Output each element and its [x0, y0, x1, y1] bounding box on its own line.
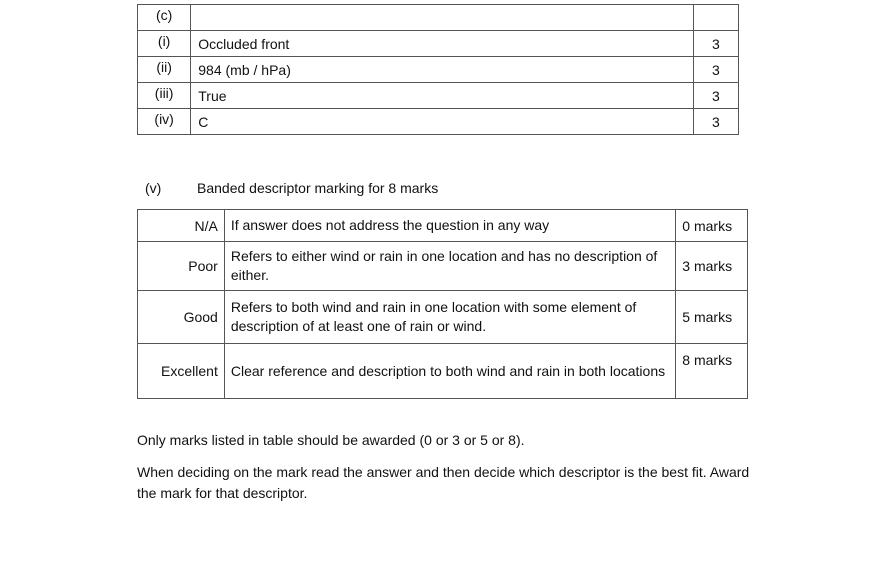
table-row — [138, 83, 739, 109]
marking-note: Only marks listed in table should be awarded (0 or 3 or 5 or 8). — [137, 432, 525, 448]
question-label: (iv) — [138, 109, 191, 135]
question-label: (ii) — [138, 57, 191, 83]
descriptor-cell: Refers to both wind and rain in one location with some element of description of at least one of rain or wind. — [224, 291, 675, 344]
marks-cell: 3 — [693, 31, 738, 57]
marks-cell: 3 marks — [676, 242, 748, 291]
marking-instruction: When deciding on the mark read the answer and then decide which descriptor is the best fit. Award the mark for that descriptor. — [137, 464, 750, 501]
table-row — [138, 31, 739, 57]
marks-cell: 5 marks — [676, 291, 748, 344]
table-row — [138, 109, 739, 135]
descriptor-cell: If answer does not address the question in any way — [224, 210, 675, 242]
answer-cell: Occluded front — [191, 31, 694, 57]
table-row — [138, 242, 748, 291]
level-cell: Poor — [138, 242, 225, 291]
answer-table-c — [137, 4, 739, 135]
answer-cell: True — [191, 83, 694, 109]
marks-cell: 3 — [693, 109, 738, 135]
descriptor-cell: Refers to either wind or rain in one location and has no description of either. — [224, 242, 675, 291]
answer-cell — [191, 5, 694, 31]
marks-cell: 3 — [693, 83, 738, 109]
question-label: (i) — [138, 31, 191, 57]
marks-cell: 8 marks — [676, 344, 748, 399]
question-label: (c) — [138, 5, 191, 31]
answer-cell: 984 (mb / hPa) — [191, 57, 694, 83]
question-v-title: Banded descriptor marking for 8 marks — [197, 180, 439, 196]
question-label: (iii) — [138, 83, 191, 109]
marks-cell — [693, 5, 738, 31]
level-cell: Good — [138, 291, 225, 344]
table-row — [138, 291, 748, 344]
descriptor-cell: Clear reference and description to both wind and rain in both locations — [224, 344, 675, 399]
level-cell: Excellent — [138, 344, 225, 399]
marks-cell: 3 — [693, 57, 738, 83]
answer-cell: C — [191, 109, 694, 135]
table-row — [138, 5, 739, 31]
question-v-label: (v) — [145, 180, 162, 196]
level-cell: N/A — [138, 210, 225, 242]
marks-cell: 0 marks — [676, 210, 748, 242]
table-row — [138, 210, 748, 242]
descriptor-table — [137, 209, 748, 399]
table-row — [138, 344, 748, 399]
table-row — [138, 57, 739, 83]
